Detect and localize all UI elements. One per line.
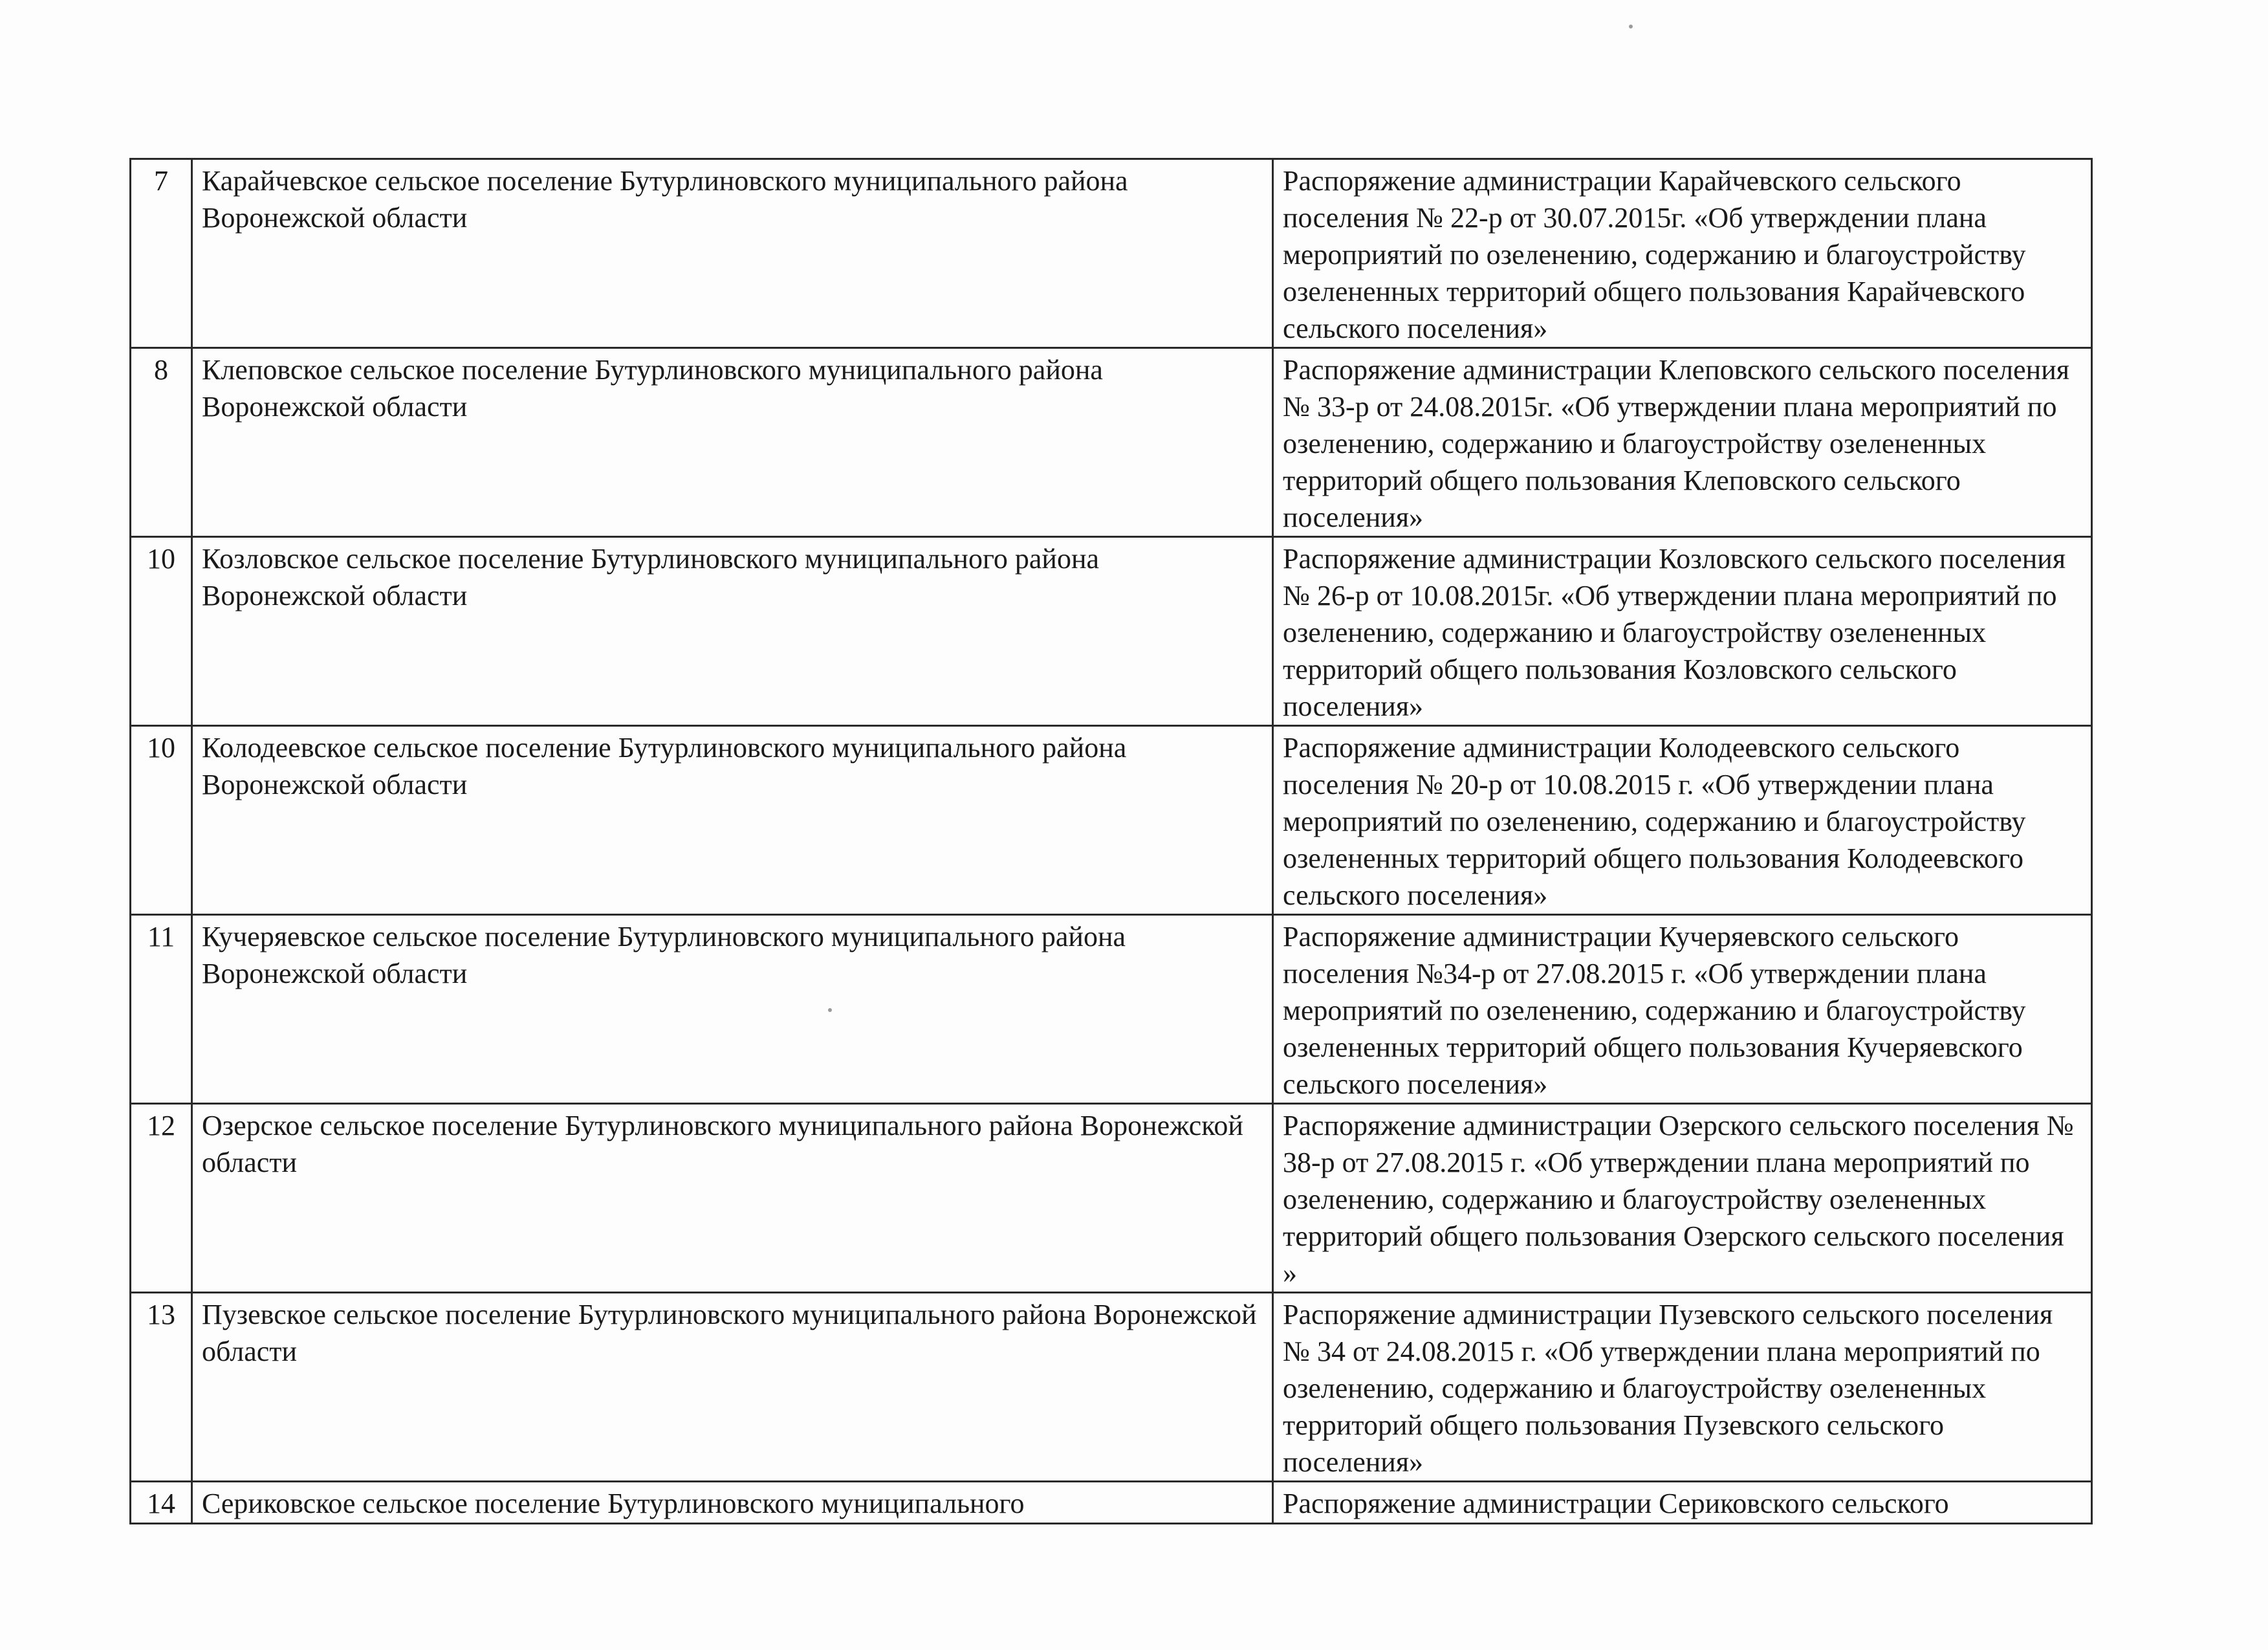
row-number: 11 <box>131 915 192 1104</box>
table-row <box>131 915 2092 1104</box>
table-row <box>131 348 2092 537</box>
settlement-name: Пузевское сельское поселение Бутурлиновского муниципального района Воронежской области <box>192 1293 1273 1482</box>
row-number: 13 <box>131 1293 192 1482</box>
order-document: Распоряжение администрации Пузевского сельского поселения № 34 от 24.08.2015 г. «Об утверждении плана мероприятий по озеленению, содержанию и благоустройству озелененных территорий общего пользования Пузевского сельского поселения» <box>1273 1293 2092 1482</box>
table-row <box>131 1482 2092 1524</box>
order-document: Распоряжение администрации Озерского сельского поселения № 38-р от 27.08.2015 г. «Об утверждении плана мероприятий по озеленению, содержанию и благоустройству озелененных территорий общего пользования Озерского сельского поселения » <box>1273 1104 2092 1293</box>
table-row <box>131 537 2092 726</box>
order-document: Распоряжение администрации Карайчевского сельского поселения № 22-р от 30.07.2015г. «Об утверждении плана мероприятий по озеленению, содержанию и благоустройству озелененных территорий общего пользования Карайчевского сельского поселения» <box>1273 159 2092 348</box>
settlements-table <box>129 158 2093 1524</box>
row-number: 14 <box>131 1482 192 1524</box>
row-number: 12 <box>131 1104 192 1293</box>
order-document: Распоряжение администрации Колодеевского сельского поселения № 20-р от 10.08.2015 г. «Об утверждении плана мероприятий по озеленению, содержанию и благоустройству озелененных территорий общего пользования Колодеевского сельского поселения» <box>1273 726 2092 915</box>
scan-speck <box>1629 25 1633 28</box>
settlement-name: Клеповское сельское поселение Бутурлиновского муниципального района Воронежской области <box>192 348 1273 537</box>
table-row <box>131 1104 2092 1293</box>
table-body <box>131 159 2092 1524</box>
settlement-name: Колодеевское сельское поселение Бутурлиновского муниципального района Воронежской области <box>192 726 1273 915</box>
order-document: Распоряжение администрации Козловского сельского поселения № 26-р от 10.08.2015г. «Об утверждении плана мероприятий по озеленению, содержанию и благоустройству озелененных территорий общего пользования Козловского сельского поселения» <box>1273 537 2092 726</box>
settlement-name: Озерское сельское поселение Бутурлиновского муниципального района Воронежской области <box>192 1104 1273 1293</box>
table-row <box>131 726 2092 915</box>
row-number: 8 <box>131 348 192 537</box>
settlement-name: Козловское сельское поселение Бутурлиновского муниципального района Воронежской области <box>192 537 1273 726</box>
row-number: 7 <box>131 159 192 348</box>
registry-table-wrapper <box>129 158 2093 1524</box>
row-number: 10 <box>131 537 192 726</box>
settlement-name: Карайчевское сельское поселение Бутурлиновского муниципального района Воронежской области <box>192 159 1273 348</box>
row-number: 10 <box>131 726 192 915</box>
settlement-name: Кучеряевское сельское поселение Бутурлиновского муниципального района Воронежской области <box>192 915 1273 1104</box>
table-row <box>131 159 2092 348</box>
order-document: Распоряжение администрации Сериковского сельского <box>1273 1482 2092 1524</box>
table-row <box>131 1293 2092 1482</box>
settlement-name: Сериковское сельское поселение Бутурлиновского муниципального <box>192 1482 1273 1524</box>
order-document: Распоряжение администрации Клеповского сельского поселения № 33-р от 24.08.2015г. «Об утверждении плана мероприятий по озеленению, содержанию и благоустройству озелененных территорий общего пользования Клеповского сельского поселения» <box>1273 348 2092 537</box>
order-document: Распоряжение администрации Кучеряевского сельского поселения №34-р от 27.08.2015 г. «Об утверждении плана мероприятий по озеленению, содержанию и благоустройству озелененных территорий общего пользования Кучеряевского сельского поселения» <box>1273 915 2092 1104</box>
